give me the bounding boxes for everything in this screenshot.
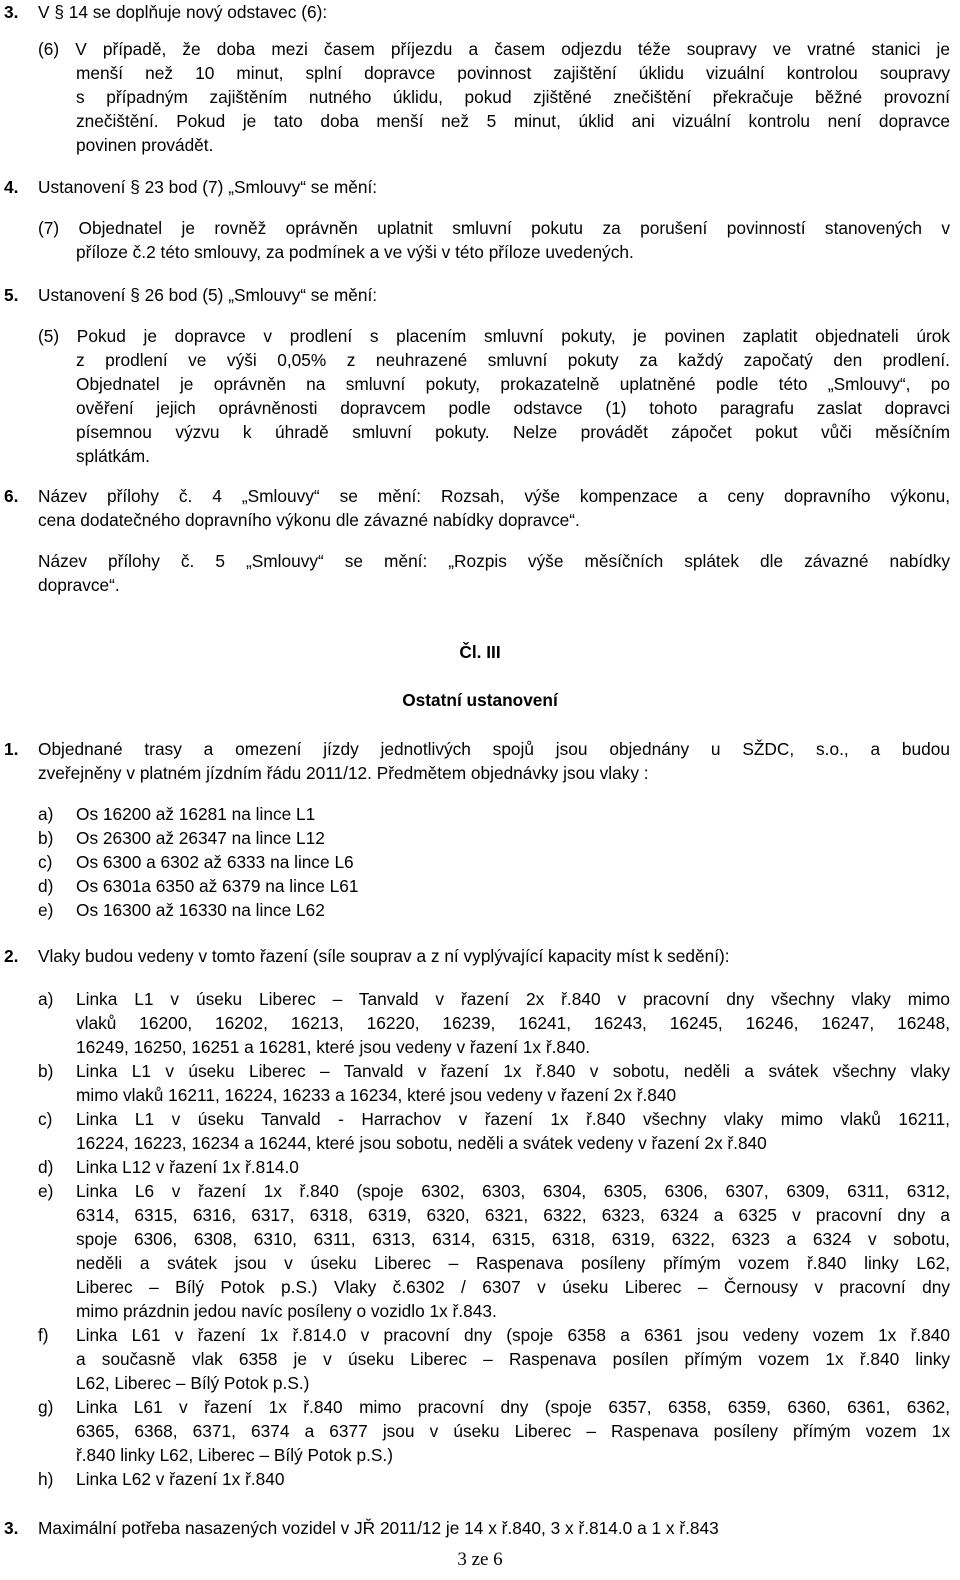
point-text: Maximální potřeba nasazených vozidel v JŘ 2011/12 je 14 x ř.840, 3 x ř.814.0 a 1 x ř.843 bbox=[38, 1518, 719, 1538]
list-item-label: a) bbox=[38, 804, 54, 824]
list-item-line: Linka L12 v řazení 1x ř.814.0 bbox=[76, 1157, 299, 1177]
section-number: 6. bbox=[4, 486, 19, 506]
list-item-line: mimo vlaků 16211, 16224, 16233 a 16234, které jsou vedeny v řazení 2x ř.840 bbox=[76, 1085, 677, 1105]
section-number: 4. bbox=[4, 177, 19, 197]
list-item-line: vlaků 16200, 16202, 16213, 16220, 16239, 16241, 16243, 16245, 16246, 16247, 16248, bbox=[76, 1013, 950, 1033]
point-intro-text: Vlaky budou vedeny v tomto řazení (síle souprav a z ní vyplývající kapacity míst k sedění): bbox=[38, 946, 730, 966]
list-item-line: Linka L62 v řazení 1x ř.840 bbox=[76, 1469, 285, 1489]
list-item-text: Os 16300 až 16330 na lince L62 bbox=[76, 900, 325, 920]
list-item-label: b) bbox=[38, 828, 54, 848]
article-number: Čl. III bbox=[459, 642, 501, 662]
paragraph-line: Název přílohy č. 4 „Smlouvy“ se mění: Rozsah, výše kompenzace a ceny dopravního výkonu, bbox=[38, 486, 950, 506]
list-item-line: Liberec – Bílý Potok p.S.) Vlaky č.6302 / 6307 v úseku Liberec – Černousy v pracovní dny bbox=[76, 1277, 950, 1297]
paragraph-line: znečištění. Pokud je tato doba menší než 5 minut, úklid ani vizuální kontrolu není dopravce bbox=[76, 111, 950, 131]
list-item-line: 6314, 6315, 6316, 6317, 6318, 6319, 6320, 6321, 6322, 6323, 6324 a 6325 v pracovní dny a bbox=[76, 1205, 950, 1225]
list-item-label: b) bbox=[38, 1061, 54, 1081]
list-item-line: a současně vlak 6358 je v úseku Liberec – Raspenava posílen přímým vozem 1x ř.840 linky bbox=[76, 1349, 950, 1369]
paragraph-line: zveřejněny v platném jízdním řádu 2011/12. Předmětem objednávky jsou vlaky : bbox=[38, 763, 649, 783]
list-item-label: f) bbox=[38, 1325, 49, 1345]
list-item-line: Linka L1 v úseku Liberec – Tanvald v řazení 2x ř.840 v pracovní dny všechny vlaky mimo bbox=[76, 989, 950, 1009]
list-item-label: c) bbox=[38, 852, 53, 872]
paragraph-line: ověření jejich oprávněnosti dopravcem podle odstavce (1) tohoto paragrafu zaslat dopravci bbox=[76, 398, 950, 418]
list-item-label: e) bbox=[38, 900, 54, 920]
list-item-label: c) bbox=[38, 1109, 53, 1129]
paragraph-line: (5) Pokud je dopravce v prodlení s placením smluvní pokuty, je povinen zaplatit objednateli úrok bbox=[38, 326, 950, 346]
list-item-line: Linka L6 v řazení 1x ř.840 (spoje 6302, 6303, 6304, 6305, 6306, 6307, 6309, 6311, 6312, bbox=[76, 1181, 950, 1201]
section-heading-text: Ustanovení § 23 bod (7) „Smlouvy“ se mění: bbox=[38, 177, 378, 197]
paragraph-line: povinen provádět. bbox=[76, 135, 214, 155]
list-item-text: Os 6300 a 6302 až 6333 na lince L6 bbox=[76, 852, 354, 872]
list-item-line: L62, Liberec – Bílý Potok p.S.) bbox=[76, 1373, 310, 1393]
list-item-line: neděli a svátek jsou v úseku Liberec – Raspenava posíleny přímým vozem ř.840 linky L62, bbox=[76, 1253, 950, 1273]
point-number: 2. bbox=[4, 946, 19, 966]
list-item-line: Linka L61 v řazení 1x ř.814.0 v pracovní dny (spoje 6358 a 6361 jsou vedeny vozem 1x ř.840 bbox=[76, 1325, 950, 1345]
list-item-text: Os 6301a 6350 až 6379 na lince L61 bbox=[76, 876, 359, 896]
list-item-line: mimo prázdnin jedou navíc posíleny o vozidlo 1x ř.843. bbox=[76, 1301, 497, 1321]
list-item-line: Linka L1 v úseku Liberec – Tanvald v řazení 1x ř.840 v sobotu, neděli a svátek všechny vlaky bbox=[76, 1061, 950, 1081]
point-number: 1. bbox=[4, 739, 19, 759]
section-number: 5. bbox=[4, 285, 19, 305]
paragraph-line: příloze č.2 této smlouvy, za podmínek a ve výši v této příloze uvedených. bbox=[76, 242, 634, 262]
paragraph-line: z prodlení ve výši 0,05% z neuhrazené smluvní pokuty za každý započatý den prodlení. bbox=[76, 350, 950, 370]
paragraph-line: cena dodatečného dopravního výkonu dle závazné nabídky dopravce“. bbox=[38, 510, 580, 530]
list-item-line: Linka L1 v úseku Tanvald - Harrachov v řazení 1x ř.840 všechny vlaky mimo vlaků 16211, bbox=[76, 1109, 950, 1129]
list-item-line: spoje 6306, 6308, 6310, 6311, 6313, 6314, 6315, 6318, 6319, 6322, 6323 a 6324 v sobotu, bbox=[76, 1229, 950, 1249]
list-item-line: Linka L61 v řazení 1x ř.840 mimo pracovní dny (spoje 6357, 6358, 6359, 6360, 6361, 6362, bbox=[76, 1397, 950, 1417]
list-item-line: 6365, 6368, 6371, 6374 a 6377 jsou v úseku Liberec – Raspenava posíleny přímým vozem 1x bbox=[76, 1421, 950, 1441]
list-item-line: 16249, 16250, 16251 a 16281, které jsou vedeny v řazení 1x ř.840. bbox=[76, 1037, 591, 1057]
section-number: 3. bbox=[4, 2, 19, 22]
list-item-label: a) bbox=[38, 989, 54, 1009]
paragraph-line: s případným zajištěním nutného úklidu, pokud zjištěné znečištění překračuje běžné provozní bbox=[76, 87, 950, 107]
paragraph-line: Objednatel je oprávněn na smluvní pokuty, prokazatelně uplatněné podle této „Smlouvy“, po bbox=[76, 374, 950, 394]
paragraph-line: písemnou výzvu k úhradě smluvní pokuty. Nelze provádět zápočet pokut vůči měsíčním bbox=[76, 422, 950, 442]
list-item-text: Os 16200 až 16281 na lince L1 bbox=[76, 804, 316, 824]
paragraph-line: Název přílohy č. 5 „Smlouvy“ se mění: „Rozpis výše měsíčních splátek dle závazné nabídky bbox=[38, 551, 950, 571]
page-number: 3 ze 6 bbox=[457, 1549, 503, 1570]
paragraph-line: splátkám. bbox=[76, 446, 150, 466]
list-item-label: d) bbox=[38, 1157, 54, 1177]
list-item-line: 16224, 16223, 16234 a 16244, které jsou sobotu, neděli a svátek vedeny v řazení 2x ř.840 bbox=[76, 1133, 767, 1153]
paragraph-line: dopravce“. bbox=[38, 575, 120, 595]
paragraph-line: (7) Objednatel je rovněž oprávněn uplatnit smluvní pokutu za porušení povinností stanovených v bbox=[38, 218, 950, 238]
list-item-label: h) bbox=[38, 1469, 54, 1489]
paragraph-line: Objednané trasy a omezení jízdy jednotlivých spojů jsou objednány u SŽDC, s.o., a budou bbox=[38, 739, 950, 759]
list-item-label: e) bbox=[38, 1181, 54, 1201]
paragraph-line: menší než 10 minut, splní dopravce povinnost zajištění úklidu vizuální kontrolou soupravy bbox=[76, 63, 950, 83]
list-item-label: g) bbox=[38, 1397, 54, 1417]
section-heading-text: Ustanovení § 26 bod (5) „Smlouvy“ se mění: bbox=[38, 285, 378, 305]
point-number: 3. bbox=[4, 1518, 19, 1538]
section-heading-text: V § 14 se doplňuje nový odstavec (6): bbox=[38, 2, 328, 22]
list-item-text: Os 26300 až 26347 na lince L12 bbox=[76, 828, 325, 848]
article-title: Ostatní ustanovení bbox=[402, 690, 558, 710]
paragraph-line: (6) V případě, že doba mezi časem příjezdu a časem odjezdu téže soupravy ve vratné stanici je bbox=[38, 39, 950, 59]
list-item-label: d) bbox=[38, 876, 54, 896]
list-item-line: ř.840 linky L62, Liberec – Bílý Potok p.S.) bbox=[76, 1445, 393, 1465]
